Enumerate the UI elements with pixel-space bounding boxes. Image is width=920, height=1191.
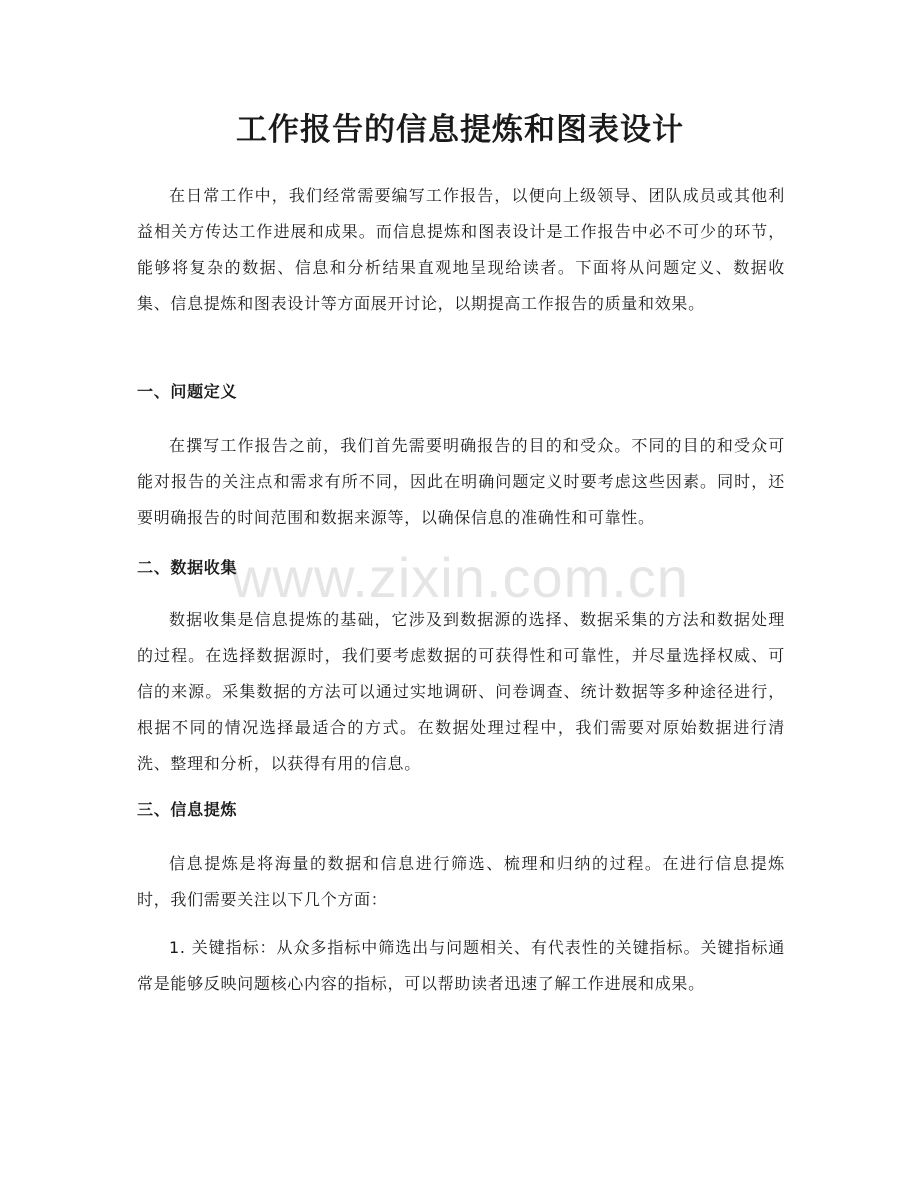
section-body-data-collection: 数据收集是信息提炼的基础，它涉及到数据源的选择、数据采集的方法和数据处理的过程。在选择数据源时，我们要考虑数据的可获得性和可靠性，并尽量选择权威、可信的来源。采集数据的方法可以通过实地调研、问卷调查、统计数据等多种途径进行，根据不同的情况选择最适合的方式。在数据处理过程中，我们需要对原始数据进行清洗、整理和分析，以获得有用的信息。 (137, 610, 785, 773)
section-body-information-extraction: 信息提炼是将海量的数据和信息进行筛选、梳理和归纳的过程。在进行信息提炼时，我们需要关注以下几个方面： (137, 854, 785, 909)
page-title: 工作报告的信息提炼和图表设计 (236, 112, 684, 148)
section-body-problem-definition: 在撰写工作报告之前，我们首先需要明确报告的目的和受众。不同的目的和受众可能对报告的关注点和需求有所不同，因此在明确问题定义时要考虑这些因素。同时，还要明确报告的时间范围和数据来源等，以确保信息的准确性和可靠性。 (137, 436, 785, 527)
list-item-key-indicators: 1. 关键指标：从众多指标中筛选出与问题相关、有代表性的关键指标。关键指标通常是能够反映问题核心内容的指标，可以帮助读者迅速了解工作进展和成果。 (137, 938, 785, 993)
watermark: www.zixin.com.cn (231, 546, 689, 609)
intro-paragraph: 在日常工作中，我们经常需要编写工作报告，以便向上级领导、团队成员或其他利益相关方传达工作进展和成果。而信息提炼和图表设计是工作报告中必不可少的环节，能够将复杂的数据、信息和分析结果直观地呈现给读者。下面将从问题定义、数据收集、信息提炼和图表设计等方面展开讨论，以期提高工作报告的质量和效果。 (137, 186, 785, 313)
section-heading-problem-definition: 一、问题定义 (137, 382, 238, 401)
section-heading-data-collection: 二、数据收集 (137, 558, 238, 577)
section-heading-information-extraction: 三、信息提炼 (137, 800, 238, 819)
